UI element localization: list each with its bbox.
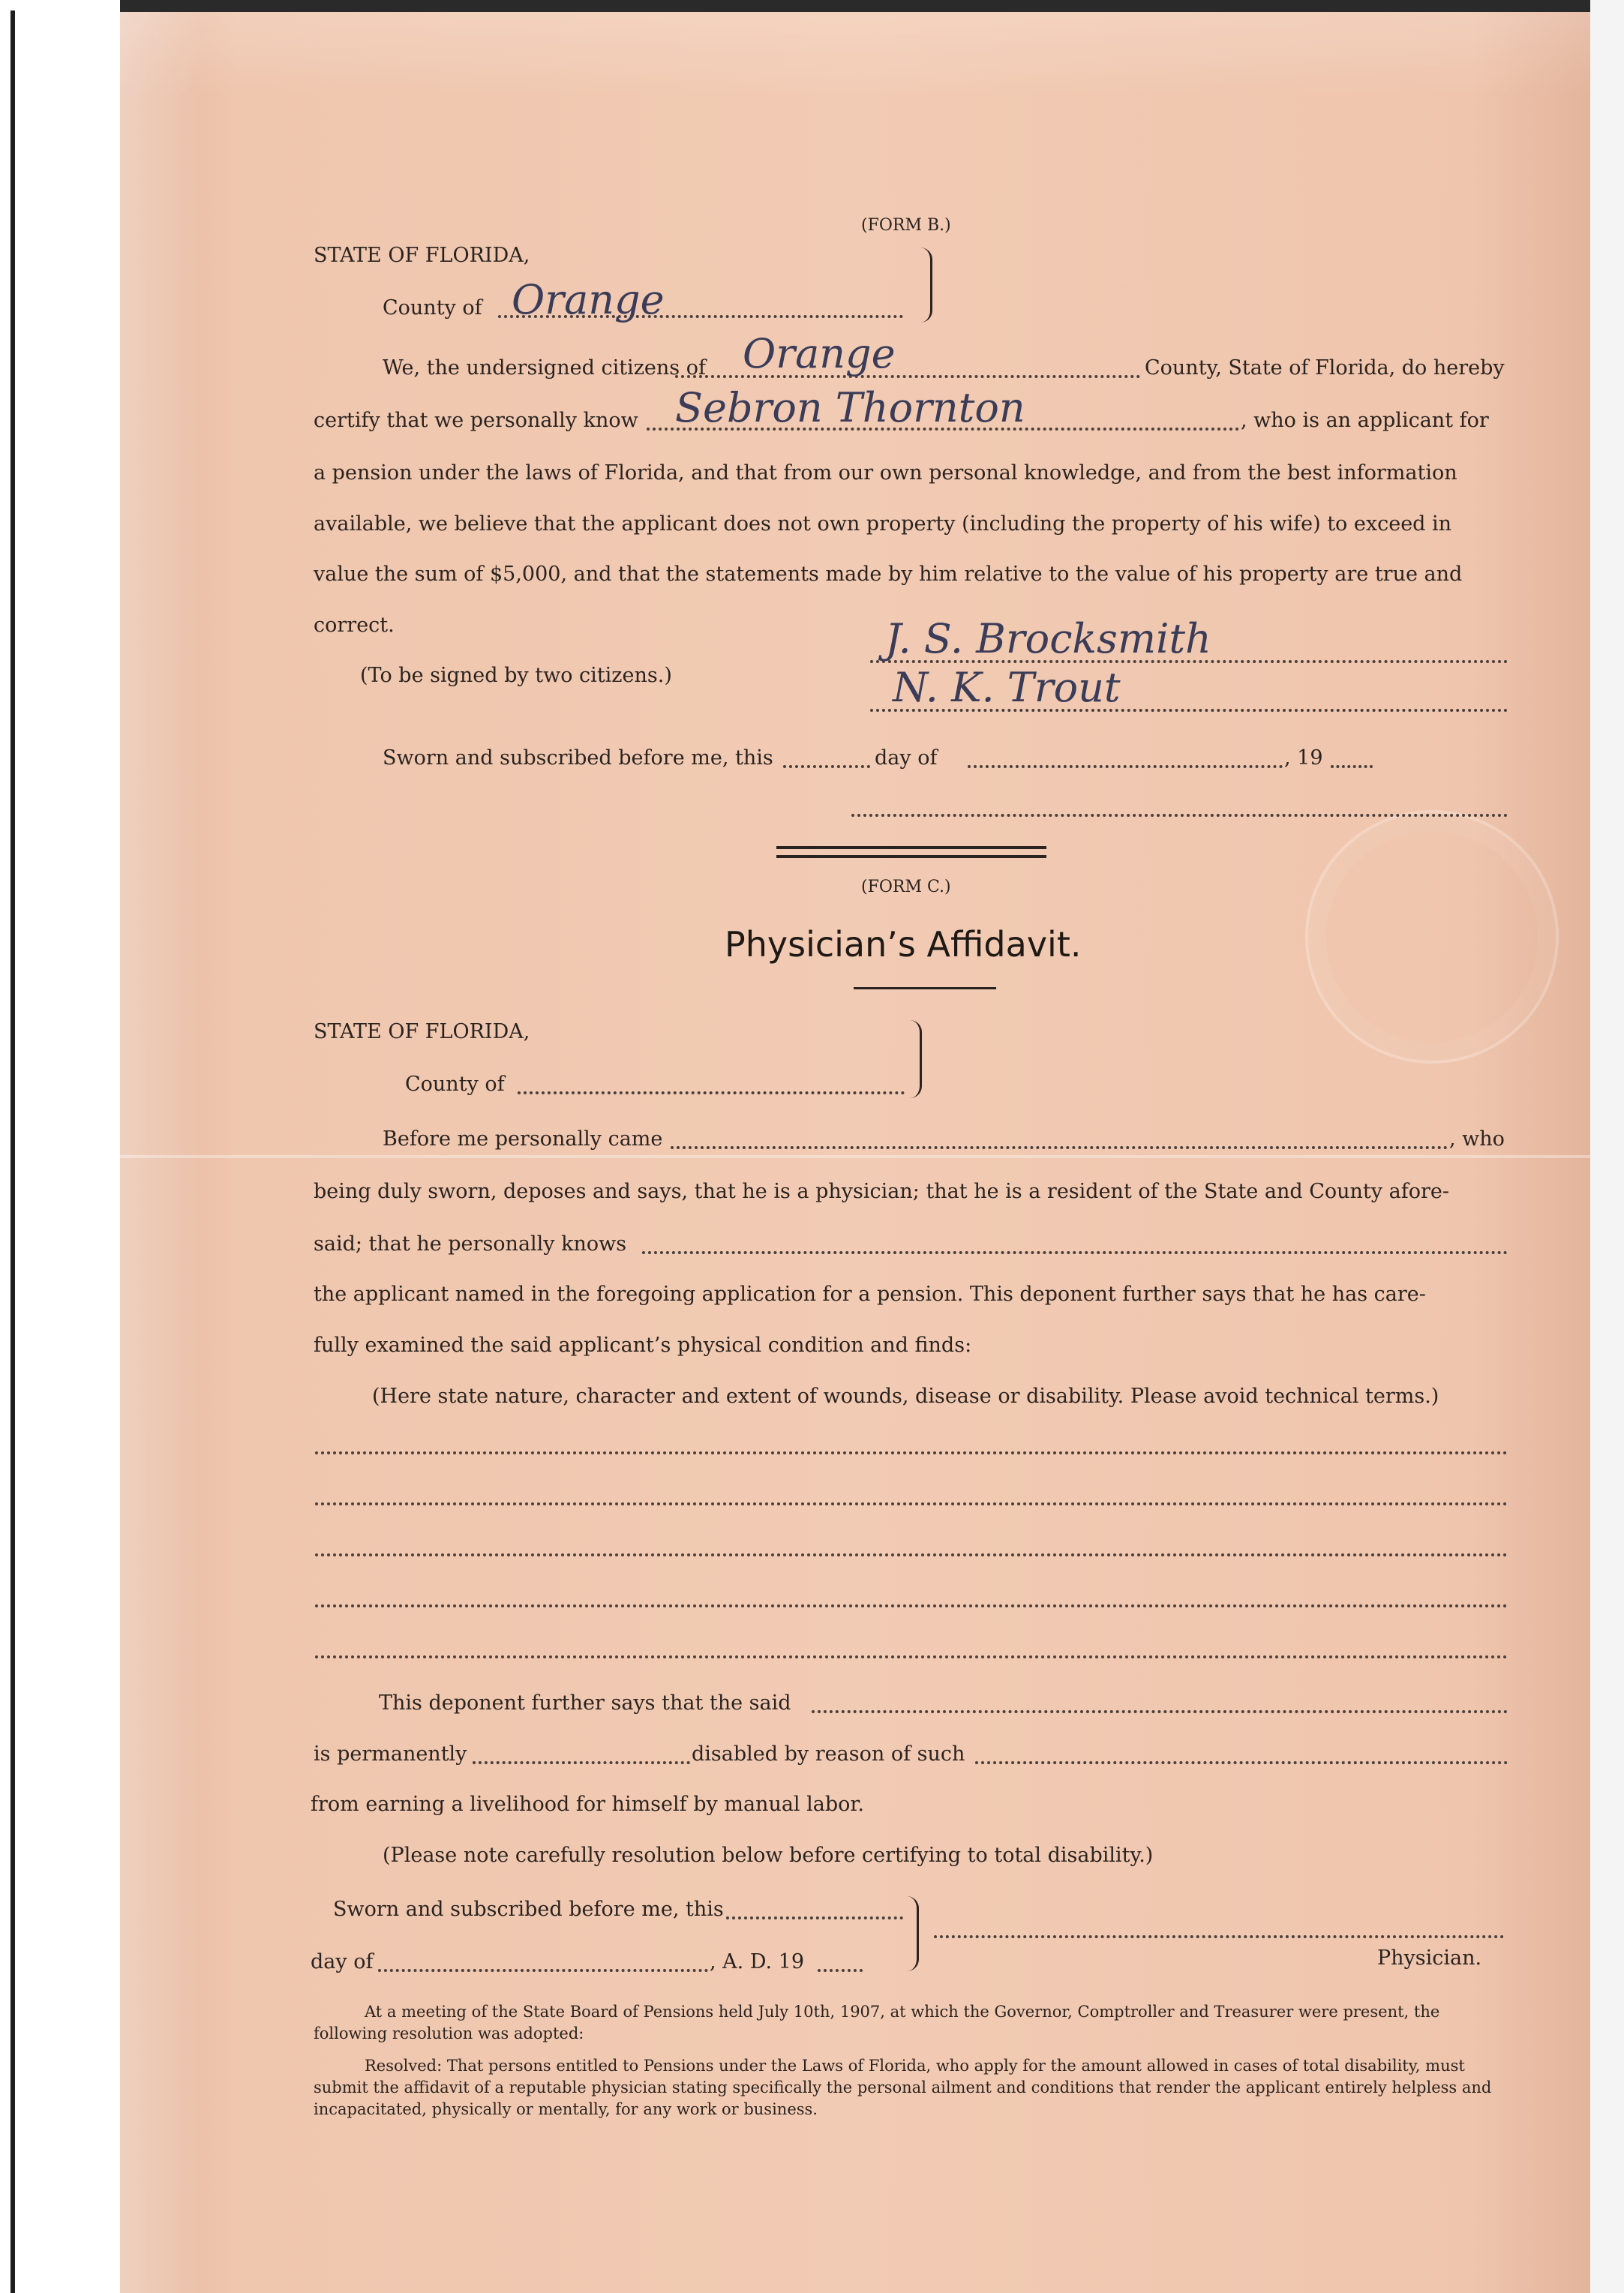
form-c-state: STATE OF FLORIDA, (314, 1020, 530, 1043)
form-b-sworn-year: , 19 (1284, 746, 1323, 770)
resolution-para-1: At a meeting of the State Board of Pensions held July 10th, 1907, at which the Governor, Comptroller and Treasurer were present, the following resolution was adopted: (314, 2003, 1440, 2042)
form-c-disability-line[interactable] (975, 1761, 1508, 1764)
form-c-sworn2-start: Sworn and subscribed before me, this (333, 1898, 724, 1921)
form-b-sworn-start: Sworn and subscribed before me, this (383, 746, 773, 770)
form-c-month-line[interactable] (378, 1969, 708, 1972)
form-b-citizens-county-handwritten: Orange (743, 330, 896, 377)
section-divider-top (776, 846, 1046, 849)
form-b-line2-end: , who is an applicant for (1241, 409, 1489, 432)
form-b-line5: value the sum of $5,000, and that the statements made by him relative to the value of his property are true and (314, 563, 1463, 586)
form-c-knows-line[interactable] (642, 1251, 1508, 1254)
title-underline (854, 987, 996, 989)
form-c-county-label: County of (405, 1073, 505, 1096)
form-c-heading: (FORM C.) (861, 878, 951, 896)
form-c-instructions: (Here state nature, character and extent of wounds, disease or disability. Please avoid technical terms.) (372, 1385, 1439, 1408)
form-c-came-line[interactable] (671, 1146, 1448, 1149)
form-b-line4: available, we believe that the applicant does not own property (including the property of his wife) to exceed in (314, 512, 1452, 536)
form-b-state: STATE OF FLORIDA, (314, 244, 530, 267)
form-b-line2-start: certify that we personally know (314, 409, 638, 432)
paper-edge-highlight (120, 8, 203, 2293)
form-c-perm-mid: disabled by reason of such (692, 1742, 965, 1766)
form-b-brace (918, 248, 932, 323)
findings-line-1[interactable] (315, 1451, 1508, 1454)
form-b-county-label: County of (383, 296, 482, 320)
form-c-said-line[interactable] (812, 1710, 1508, 1713)
findings-line-5[interactable] (315, 1655, 1508, 1658)
paper-fold (120, 1155, 1590, 1158)
form-c-came-end: , who (1449, 1127, 1505, 1151)
form-b-heading: (FORM B.) (861, 216, 951, 235)
scanner-left-edge (11, 11, 15, 2293)
form-c-line-said: said; that he personally knows (314, 1232, 627, 1256)
findings-line-3[interactable] (315, 1553, 1508, 1556)
section-divider-bottom (776, 855, 1046, 858)
form-b-officer-signature-line[interactable] (851, 814, 1508, 817)
form-b-sworn-year-line[interactable] (1331, 765, 1373, 768)
physician-signature-line[interactable] (934, 1935, 1504, 1938)
scanner-top-edge (120, 0, 1590, 12)
form-c-sworn-brace (905, 1896, 919, 1971)
form-b-line1-start: We, the undersigned citizens of (383, 356, 706, 380)
physician-label: Physician. (1377, 1946, 1482, 1970)
form-b-line1-end: County, State of Florida, do hereby (1145, 356, 1505, 380)
form-c-perm-line[interactable] (473, 1761, 690, 1764)
findings-line-2[interactable] (315, 1502, 1508, 1505)
form-c-note: (Please note carefully resolution below before certifying to total disability.) (383, 1844, 1154, 1867)
signature-2: N. K. Trout (893, 664, 1121, 711)
form-c-line-applicant: the applicant named in the foregoing application for a pension. This deponent further says that he has care- (314, 1283, 1426, 1306)
resolution-para-2: Resolved: That persons entitled to Pensions under the Laws of Florida, who apply for the amount allowed in cases of total disability, must submit the affidavit of a reputable physician stating specifically the personal ailment and conditions that render the applicant entirely helpless and incapacitated, physically or mentally, for any work or business. (314, 2057, 1492, 2118)
form-c-brace (908, 1020, 922, 1098)
form-c-perm-start: is permanently (314, 1742, 467, 1766)
form-c-deponent: This deponent further says that the said (379, 1691, 791, 1715)
form-c-sworn2-day-line[interactable] (726, 1916, 903, 1919)
form-b-applicant-handwritten: Sebron Thornton (675, 384, 1025, 431)
form-c-ad: , A. D. 19 (710, 1950, 805, 1973)
signature-1: J. S. Brocksmith (885, 615, 1211, 662)
form-b-line3: a pension under the laws of Florida, and that from our own personal knowledge, and from the best information (314, 461, 1457, 485)
form-b-sworn-dayof: day of (875, 746, 938, 770)
form-b-county-handwritten: Orange (512, 276, 665, 323)
form-c-dayof: day of (311, 1950, 374, 1973)
form-c-year-line[interactable] (818, 1969, 863, 1972)
form-b-sworn-month-line[interactable] (968, 765, 1283, 768)
findings-line-4[interactable] (315, 1604, 1508, 1607)
form-c-line-being: being duly sworn, deposes and says, that he is a physician; that he is a resident of the State and County afore- (314, 1180, 1449, 1203)
scanner-right-margin (1590, 0, 1624, 2293)
form-b-sworn-day-line[interactable] (783, 765, 870, 768)
form-b-sign-note: (To be signed by two citizens.) (360, 664, 672, 687)
form-c-livelihood: from earning a livelihood for himself by manual labor. (311, 1793, 864, 1816)
form-c-line-fully: fully examined the said applicant’s physical condition and finds: (314, 1334, 972, 1357)
form-b-line6: correct. (314, 614, 395, 637)
form-c-county-line[interactable] (518, 1091, 905, 1094)
embossed-seal (1305, 810, 1559, 1064)
affidavit-title: Physician’s Affidavit. (725, 924, 1082, 965)
form-c-came-start: Before me personally came (383, 1127, 663, 1151)
